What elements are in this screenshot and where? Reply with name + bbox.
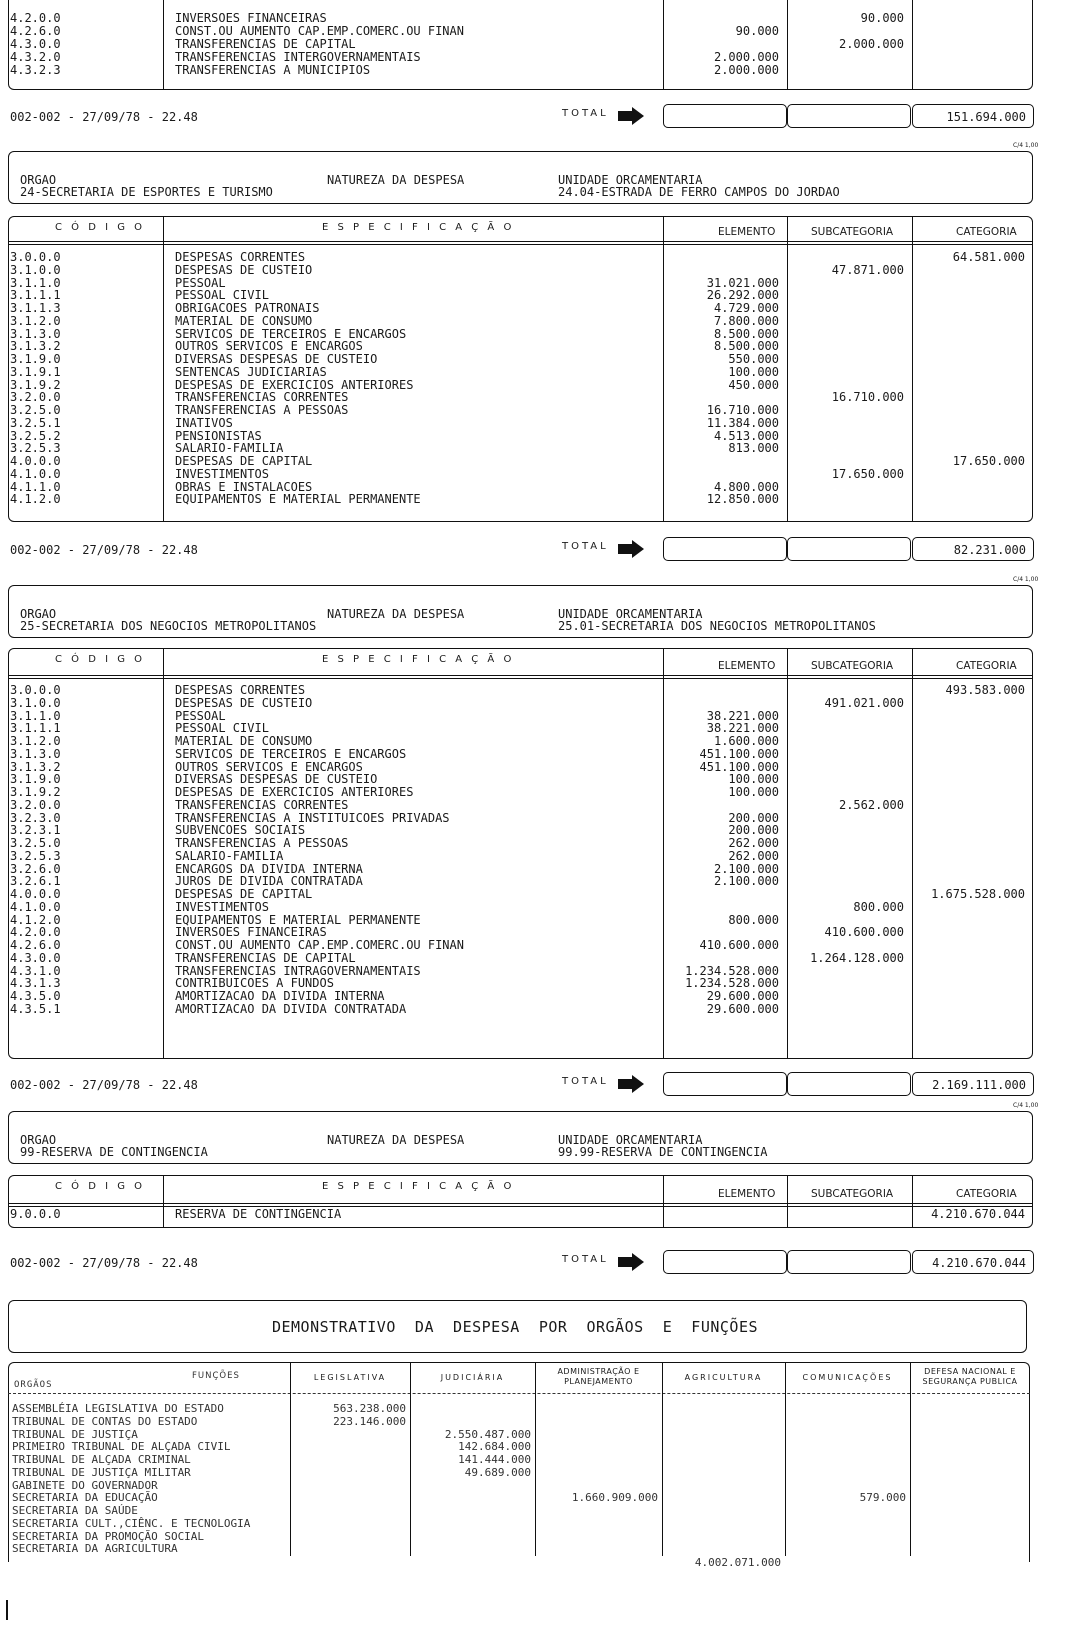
header-elemento: ELEMENTO [718, 1188, 776, 1200]
column-divider [663, 216, 664, 241]
row-subcategoria: 2.000.000 [838, 36, 904, 51]
function-column-header: LEGISLATIVA [313, 1373, 387, 1382]
header-subcategoria: SUBCATEGORIA [811, 1188, 894, 1200]
row-code: 4.1.1.0 [10, 479, 61, 494]
row-elemento: 4.513.000 [713, 428, 779, 443]
function-value: 2.550.487.000 [444, 1427, 531, 1441]
row-code: 3.1.1.1 [10, 721, 61, 736]
row-elemento: 29.600.000 [706, 1001, 779, 1016]
row-code: 4.1.2.0 [10, 492, 61, 507]
arrow-right-icon [618, 107, 644, 125]
column-divider [912, 241, 913, 522]
header-especificacao: E S P E C I F I C A Ç Ã O [322, 222, 515, 233]
row-code: 3.2.3.1 [10, 823, 61, 838]
row-especificacao: INATIVOS [175, 415, 233, 430]
column-divider [787, 648, 788, 675]
row-subcategoria: 800.000 [853, 899, 904, 914]
total-subcategoria-box [787, 537, 911, 561]
total-value: 151.694.000 [946, 110, 1026, 124]
row-code: 3.2.5.3 [10, 848, 61, 863]
row-code: 3.1.1.1 [10, 288, 61, 303]
row-especificacao: CONTRIBUICOES A FUNDOS [175, 976, 334, 991]
row-code: 4.2.0.0 [10, 925, 61, 940]
row-especificacao: TRANSFERENCIAS INTERGOVERNAMENTAIS [175, 49, 421, 64]
row-code: 3.1.1.0 [10, 275, 61, 290]
natureza-label: NATUREZA DA DESPESA [327, 173, 465, 187]
row-code: 4.3.5.1 [10, 1001, 61, 1016]
row-especificacao: AMORTIZACAO DA DIVIDA INTERNA [175, 989, 385, 1003]
row-elemento: 31.021.000 [706, 275, 779, 290]
footer-stamp: 002-002 - 27/09/78 - 22.48 [10, 543, 198, 557]
row-categoria: 17.650.000 [952, 454, 1025, 468]
row-especificacao: DESPESAS CORRENTES [175, 683, 306, 697]
column-divider [163, 216, 164, 241]
column-divider [535, 1362, 536, 1556]
header-elemento: ELEMENTO [718, 660, 776, 672]
function-value: 142.684.000 [458, 1440, 531, 1454]
column-divider [787, 675, 788, 1059]
column-divider [163, 0, 164, 90]
row-especificacao: TRANSFERENCIAS DE CAPITAL [175, 950, 356, 965]
row-especificacao: SENTENCAS JUDICIARIAS [175, 364, 327, 379]
function-column-header: ADMINISTRAÇÃO E PLANEJAMENTO [557, 1367, 640, 1386]
row-elemento: 813.000 [728, 441, 779, 456]
row-elemento: 4.729.000 [713, 301, 779, 315]
row-especificacao: SERVICOS DE TERCEIROS E ENCARGOS [175, 746, 407, 761]
arrow-right-icon [618, 1253, 644, 1271]
header-especificacao: E S P E C I F I C A Ç Ã O [322, 1181, 515, 1192]
row-elemento: 1.234.528.000 [685, 976, 779, 991]
row-code: 3.1.2.0 [10, 734, 61, 748]
row-categoria: 1.675.528.000 [931, 887, 1025, 901]
header-categoria: CATEGORIA [956, 226, 1017, 238]
total-elemento-box [663, 537, 787, 561]
row-code: 4.3.2.3 [10, 62, 61, 77]
header-codigo: C Ó D I G O [55, 222, 146, 233]
total-label: TOTAL [562, 541, 609, 552]
row-code: 3.1.1.3 [10, 301, 61, 315]
row-subcategoria: 90.000 [860, 11, 904, 25]
total-value: 4.210.670.044 [932, 1256, 1026, 1270]
row-code: 3.0.0.0 [10, 683, 61, 697]
row-especificacao: INVESTIMENTOS [175, 466, 269, 481]
row-elemento: 2.000.000 [713, 49, 779, 64]
row-code: 4.3.0.0 [10, 950, 61, 965]
row-elemento: 8.500.000 [713, 326, 779, 341]
unidade-label: UNIDADE ORCAMENTARIA [558, 1133, 703, 1147]
row-especificacao: INVERSOES FINANCEIRAS [175, 925, 327, 940]
row-especificacao: TRANSFERENCIAS CORRENTES [175, 390, 349, 405]
row-code: 3.1.0.0 [10, 695, 61, 710]
orgao-value: 24-SECRETARIA DE ESPORTES E TURISMO [20, 185, 273, 199]
row-elemento: 262.000 [728, 848, 779, 863]
header-categoria: CATEGORIA [956, 1188, 1017, 1200]
orgao-value: 99-RESERVA DE CONTINGENCIA [20, 1145, 208, 1159]
orgao-name: PRIMEIRO TRIBUNAL DE ALÇADA CIVIL [12, 1440, 231, 1454]
row-code: 3.1.9.0 [10, 352, 61, 366]
total-elemento-box [663, 1250, 787, 1274]
row-especificacao: TRANSFERENCIAS A PESSOAS [175, 836, 349, 850]
column-divider [663, 241, 664, 522]
row-especificacao: PESSOAL CIVIL [175, 288, 269, 303]
row-code: 3.2.3.0 [10, 810, 61, 825]
row-especificacao: EQUIPAMENTOS E MATERIAL PERMANENTE [175, 492, 421, 507]
page-mark: C/4 1,00 [1013, 142, 1039, 149]
row-elemento: 4.800.000 [713, 479, 779, 494]
column-divider [662, 1362, 663, 1556]
orgao-name: GABINETE DO GOVERNADOR [12, 1478, 158, 1492]
row-especificacao: MATERIAL DE CONSUMO [175, 734, 313, 748]
orgaos-label: ORGÃOS [14, 1380, 53, 1390]
column-divider [163, 1203, 164, 1228]
column-divider [663, 1203, 664, 1228]
column-divider [787, 241, 788, 522]
orgao-name: SECRETARIA DA AGRICULTURA [12, 1542, 178, 1556]
header-especificacao: E S P E C I F I C A Ç Ã O [322, 654, 515, 665]
row-elemento: 100.000 [728, 364, 779, 379]
column-divider [910, 1362, 911, 1556]
row-code: 3.1.3.2 [10, 339, 61, 354]
column-divider [787, 1203, 788, 1228]
row-code: 3.2.0.0 [10, 797, 61, 812]
row-elemento: 90.000 [735, 23, 779, 38]
row-especificacao: EQUIPAMENTOS E MATERIAL PERMANENTE [175, 912, 421, 927]
column-divider [787, 1175, 788, 1203]
header-categoria: CATEGORIA [956, 660, 1017, 672]
column-divider [663, 0, 664, 90]
row-elemento: 100.000 [728, 785, 779, 799]
row-especificacao: RESERVA DE CONTINGENCIA [175, 1207, 342, 1221]
total-value: 2.169.111.000 [932, 1078, 1026, 1092]
row-especificacao: TRANSFERENCIAS DE CAPITAL [175, 36, 356, 51]
row-subcategoria: 17.650.000 [831, 466, 904, 481]
row-elemento: 16.710.000 [706, 403, 779, 417]
header-elemento: ELEMENTO [718, 226, 776, 238]
unidade-label: UNIDADE ORCAMENTARIA [558, 173, 703, 187]
orgao-label: ORGAO [20, 173, 57, 187]
row-elemento: 262.000 [728, 836, 779, 850]
unidade-value: 99.99-RESERVA DE CONTINGENCIA [558, 1145, 768, 1159]
row-code: 4.3.0.0 [10, 36, 61, 51]
total-subcategoria-box [787, 104, 911, 128]
row-especificacao: OBRIGACOES PATRONAIS [175, 301, 320, 315]
row-code: 4.2.0.0 [10, 11, 61, 25]
row-code: 3.1.9.1 [10, 364, 61, 379]
row-subcategoria: 2.562.000 [838, 797, 904, 812]
total-subcategoria-box [787, 1250, 911, 1274]
row-code: 3.2.6.0 [10, 861, 61, 876]
row-code: 4.3.5.0 [10, 989, 61, 1003]
function-value: 579.000 [859, 1490, 906, 1504]
column-divider [912, 1175, 913, 1203]
page-edge-mark [6, 1600, 8, 1620]
row-subcategoria: 47.871.000 [831, 262, 904, 277]
row-especificacao: SALARIO-FAMILIA [175, 441, 284, 456]
column-divider [787, 0, 788, 90]
column-divider [912, 216, 913, 241]
row-code: 3.2.6.1 [10, 874, 61, 889]
row-especificacao: DESPESAS CORRENTES [175, 250, 306, 264]
orgao-name: TRIBUNAL DE JUSTIÇA MILITAR [12, 1465, 191, 1479]
total-label: TOTAL [562, 1254, 609, 1265]
row-especificacao: MATERIAL DE CONSUMO [175, 313, 313, 328]
row-especificacao: SERVICOS DE TERCEIROS E ENCARGOS [175, 326, 407, 341]
row-especificacao: INVERSOES FINANCEIRAS [175, 11, 327, 25]
page-mark: C/4 1,00 [1013, 576, 1039, 583]
row-especificacao: DESPESAS DE CUSTEIO [175, 262, 313, 277]
row-elemento: 12.850.000 [706, 492, 779, 507]
natureza-label: NATUREZA DA DESPESA [327, 607, 465, 621]
column-divider [290, 1362, 291, 1556]
total-elemento-box [663, 1072, 787, 1096]
row-especificacao: DESPESAS DE EXERCICIOS ANTERIORES [175, 377, 414, 392]
row-code: 3.1.0.0 [10, 262, 61, 277]
demonstrativo-title: DEMONSTRATIVO DA DESPESA POR ORGÃOS E FUNÇÕES [271, 1318, 759, 1336]
row-subcategoria: 491.021.000 [824, 695, 904, 710]
row-code: 3.1.3.0 [10, 746, 61, 761]
row-especificacao: DESPESAS DE EXERCICIOS ANTERIORES [175, 785, 414, 799]
row-especificacao: SALARIO-FAMILIA [175, 848, 284, 863]
row-code: 3.1.9.0 [10, 772, 61, 787]
unidade-value: 25.01-SECRETARIA DOS NEGOCIOS METROPOLITANOS [558, 619, 876, 633]
row-code: 4.1.0.0 [10, 466, 61, 481]
row-code: 9.0.0.0 [10, 1207, 61, 1221]
row-code: 3.0.0.0 [10, 250, 61, 264]
column-divider [912, 0, 913, 90]
row-elemento: 200.000 [728, 823, 779, 838]
row-code: 4.0.0.0 [10, 454, 61, 468]
header-codigo: C Ó D I G O [55, 654, 146, 665]
row-subcategoria: 1.264.128.000 [810, 950, 904, 965]
row-categoria: 493.583.000 [945, 683, 1025, 697]
function-value: 141.444.000 [458, 1453, 531, 1466]
row-elemento: 38.221.000 [706, 708, 779, 723]
row-especificacao: INVESTIMENTOS [175, 899, 269, 914]
row-elemento: 200.000 [728, 810, 779, 825]
row-code: 3.1.1.0 [10, 708, 61, 723]
footer-stamp: 002-002 - 27/09/78 - 22.48 [10, 110, 198, 124]
row-code: 4.3.2.0 [10, 49, 61, 64]
total-label: TOTAL [562, 108, 609, 119]
header-subcategoria: SUBCATEGORIA [811, 660, 894, 672]
row-elemento: 450.000 [728, 377, 779, 392]
function-column-header: DEFESA NACIONAL E SEGURANÇA PUBLICA [922, 1367, 1018, 1386]
column-divider [663, 675, 664, 1059]
row-code: 4.2.6.0 [10, 23, 61, 38]
orgao-label: ORGAO [20, 1133, 57, 1147]
function-column-header: AGRICULTURA [684, 1373, 763, 1382]
row-code: 3.2.5.2 [10, 428, 61, 443]
orgao-name: SECRETARIA DA EDUCAÇÃO [12, 1491, 158, 1505]
function-value: 1.660.909.000 [571, 1490, 658, 1504]
header-codigo: C Ó D I G O [55, 1181, 146, 1192]
row-especificacao: DESPESAS DE CAPITAL [175, 887, 313, 901]
row-especificacao: DIVERSAS DESPESAS DE CUSTEIO [175, 772, 378, 787]
row-code: 4.3.1.0 [10, 963, 61, 978]
arrow-right-icon [618, 1075, 644, 1093]
column-divider [787, 216, 788, 241]
row-especificacao: TRANSFERENCIAS A INSTITUICOES PRIVADAS [175, 810, 450, 825]
row-especificacao: AMORTIZACAO DA DIVIDA CONTRATADA [175, 1001, 407, 1016]
row-code: 3.1.3.2 [10, 759, 61, 774]
row-code: 3.2.0.0 [10, 390, 61, 405]
orgao-name: TRIBUNAL DE ALÇADA CRIMINAL [12, 1453, 191, 1466]
funcoes-label: FUNÇÕES [192, 1371, 240, 1381]
row-code: 3.1.2.0 [10, 313, 61, 328]
total-label: TOTAL [562, 1076, 609, 1087]
row-especificacao: ENCARGOS DA DIVIDA INTERNA [175, 861, 363, 876]
function-value: 223.146.000 [333, 1414, 406, 1428]
orgao-name: ASSEMBLÉIA LEGISLATIVA DO ESTADO [12, 1402, 224, 1415]
column-divider [163, 1175, 164, 1203]
function-value: 4.002.071.000 [694, 1556, 781, 1570]
row-especificacao: TRANSFERENCIAS INTRAGOVERNAMENTAIS [175, 963, 421, 978]
total-subcategoria-box [787, 1072, 911, 1096]
column-divider [912, 1203, 913, 1228]
column-divider [912, 648, 913, 675]
arrow-right-icon [618, 540, 644, 558]
row-especificacao: PESSOAL CIVIL [175, 721, 269, 736]
row-especificacao: SUBVENCOES SOCIAIS [175, 823, 306, 838]
column-divider [663, 648, 664, 675]
row-especificacao: PESSOAL [175, 275, 226, 290]
row-code: 3.1.3.0 [10, 326, 61, 341]
header-subcategoria: SUBCATEGORIA [811, 226, 894, 238]
row-elemento: 451.100.000 [699, 759, 779, 774]
row-code: 4.2.6.0 [10, 938, 61, 952]
row-subcategoria: 410.600.000 [824, 925, 904, 940]
column-divider [785, 1362, 786, 1556]
row-code: 3.1.9.2 [10, 785, 61, 799]
row-elemento: 26.292.000 [706, 288, 779, 303]
function-value: 563.238.000 [333, 1402, 406, 1415]
row-code: 3.2.5.1 [10, 415, 61, 430]
row-elemento: 800.000 [728, 912, 779, 927]
row-elemento: 550.000 [728, 352, 779, 366]
row-elemento: 8.500.000 [713, 339, 779, 354]
row-especificacao: JUROS DE DIVIDA CONTRATADA [175, 874, 363, 889]
row-elemento: 100.000 [728, 772, 779, 787]
row-elemento: 1.234.528.000 [685, 963, 779, 978]
unidade-value: 24.04-ESTRADA DE FERRO CAMPOS DO JORDAO [558, 185, 840, 199]
row-especificacao: TRANSFERENCIAS CORRENTES [175, 797, 349, 812]
total-elemento-box [663, 104, 787, 128]
function-column-header: JUDICIÁRIA [440, 1373, 505, 1382]
column-divider [163, 648, 164, 675]
row-code: 4.3.1.3 [10, 976, 61, 991]
row-categoria: 64.581.000 [952, 250, 1025, 264]
orgao-name: TRIBUNAL DE CONTAS DO ESTADO [12, 1414, 198, 1428]
row-code: 4.0.0.0 [10, 887, 61, 901]
row-especificacao: CONST.OU AUMENTO CAP.EMP.COMERC.OU FINAN [175, 938, 464, 952]
row-especificacao: PESSOAL [175, 708, 226, 723]
orgao-name: SECRETARIA DA SAÚDE [12, 1504, 138, 1517]
row-code: 3.2.5.0 [10, 403, 61, 417]
unidade-label: UNIDADE ORCAMENTARIA [558, 607, 703, 621]
column-divider [663, 1175, 664, 1203]
row-elemento: 2.000.000 [713, 62, 779, 77]
orgao-label: ORGAO [20, 607, 57, 621]
column-divider [163, 241, 164, 522]
row-elemento: 451.100.000 [699, 746, 779, 761]
orgao-name: TRIBUNAL DE JUSTIÇA [12, 1427, 138, 1441]
orgao-value: 25-SECRETARIA DOS NEGOCIOS METROPOLITANOS [20, 619, 317, 633]
row-subcategoria: 16.710.000 [831, 390, 904, 405]
row-elemento: 29.600.000 [706, 989, 779, 1003]
row-especificacao: OUTROS SERVICOS E ENCARGOS [175, 759, 363, 774]
orgao-name: SECRETARIA CULT.,CIÊNC. E TECNOLOGIA [12, 1516, 251, 1530]
row-elemento: 11.384.000 [706, 415, 779, 430]
footer-stamp: 002-002 - 27/09/78 - 22.48 [10, 1256, 198, 1270]
column-divider [163, 675, 164, 1059]
row-especificacao: OBRAS E INSTALACOES [175, 479, 313, 494]
row-especificacao: DIVERSAS DESPESAS DE CUSTEIO [175, 352, 378, 366]
row-especificacao: TRANSFERENCIAS A PESSOAS [175, 403, 349, 417]
row-code: 3.2.5.0 [10, 836, 61, 850]
row-elemento: 38.221.000 [706, 721, 779, 736]
function-value: 49.689.000 [464, 1465, 531, 1479]
row-elemento: 7.800.000 [713, 313, 779, 328]
page-mark: C/4 1,00 [1013, 1102, 1039, 1109]
row-especificacao: OUTROS SERVICOS E ENCARGOS [175, 339, 363, 354]
row-elemento: 2.100.000 [713, 874, 779, 889]
column-divider [912, 675, 913, 1059]
row-especificacao: DESPESAS DE CUSTEIO [175, 695, 313, 710]
row-code: 3.1.9.2 [10, 377, 61, 392]
row-code: 4.1.2.0 [10, 912, 61, 927]
row-elemento: 2.100.000 [713, 861, 779, 876]
natureza-label: NATUREZA DA DESPESA [327, 1133, 465, 1147]
row-especificacao: CONST.OU AUMENTO CAP.EMP.COMERC.OU FINAN [175, 23, 464, 38]
footer-stamp: 002-002 - 27/09/78 - 22.48 [10, 1078, 198, 1092]
orgao-name: SECRETARIA DA PROMOÇÃO SOCIAL [12, 1529, 205, 1543]
function-column-header: COMUNICAÇÕES [802, 1373, 893, 1382]
column-divider [410, 1362, 411, 1556]
row-especificacao: TRANSFERENCIAS A MUNICIPIOS [175, 62, 371, 77]
row-categoria: 4.210.670.044 [931, 1207, 1025, 1221]
row-elemento: 1.600.000 [713, 734, 779, 748]
total-value: 82.231.000 [953, 543, 1026, 557]
table-body-box [8, 1203, 1033, 1228]
table-body-box [8, 675, 1033, 1059]
row-elemento: 410.600.000 [699, 938, 779, 952]
row-especificacao: DESPESAS DE CAPITAL [175, 454, 313, 468]
row-code: 3.2.5.3 [10, 441, 61, 456]
row-especificacao: PENSIONISTAS [175, 428, 262, 443]
row-code: 4.1.0.0 [10, 899, 61, 914]
